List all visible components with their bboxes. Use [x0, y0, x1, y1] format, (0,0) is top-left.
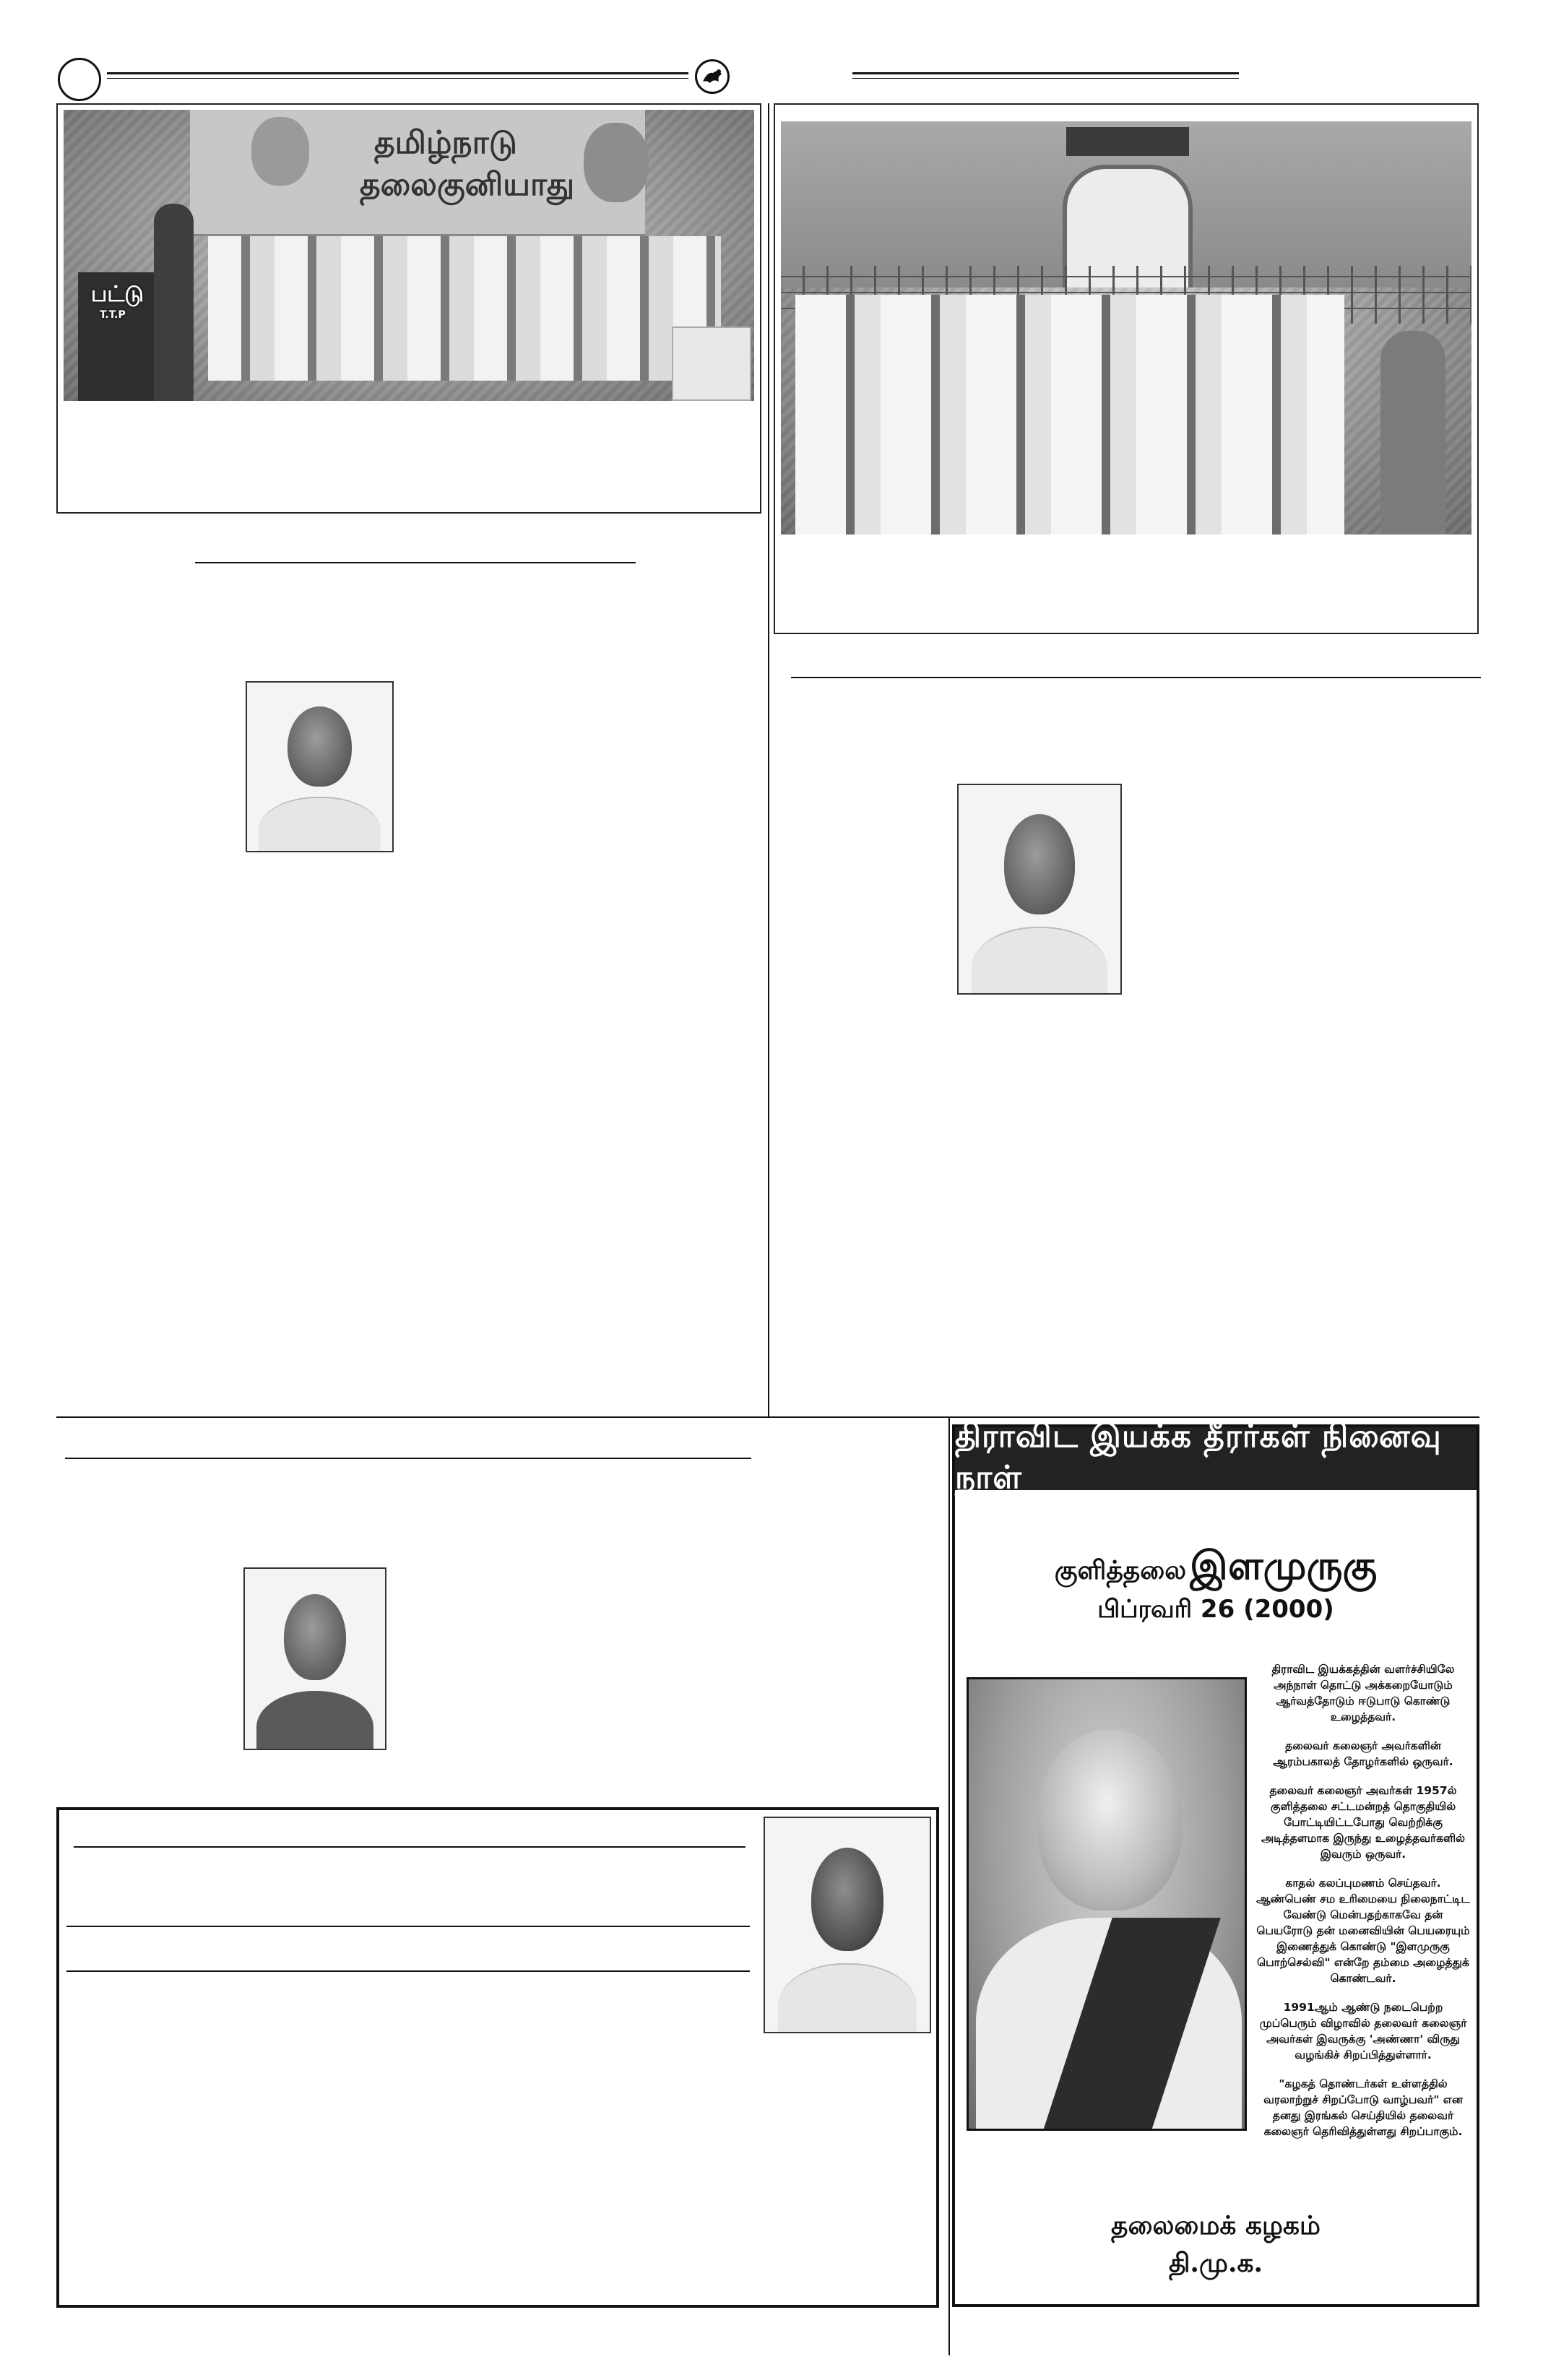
portrait-child: [764, 1817, 931, 2033]
notice-rule-1: [74, 1846, 745, 1848]
memorial-walk-photo: [781, 121, 1471, 535]
notice-rule-3: [66, 1970, 750, 1972]
memorial-paragraph-2: தலைவர் கலைஞர் அவர்களின் ஆரம்பகாலத் தோழர்களில் ஒருவர்.: [1273, 1739, 1453, 1768]
memorial-name-prefix: குளித்தலை: [1054, 1555, 1187, 1585]
memorial-paragraph-4: காதல் கலப்புமணம் செய்தவர். ஆண்பெண் சம உரிமையை நிலைநாட்டிட வேண்டு மென்பதற்காகவே தன் பெயரோடு தன் மனைவியின் பெயரையும் இணைத்துக் கொண்டு "இளமுருகு பொற்செல்வி" என்றே தம்மை அழைத்துக் கொண்டவர்.: [1256, 1877, 1470, 1985]
memorial-sign: [1066, 127, 1189, 156]
memorial-name-line: [955, 1542, 1477, 1594]
backdrop-portrait-left: [251, 117, 309, 186]
party-logo-icon: [695, 59, 730, 94]
article-rule-left-upper: [195, 562, 636, 563]
article-rule-left-lower: [65, 1458, 751, 1459]
header-rule-right-top: [852, 72, 1239, 74]
memorial-footer-line1: தலைமைக் கழகம்: [1111, 2210, 1321, 2241]
column-divider-upper: [768, 103, 769, 1416]
stage-banner-line1: தமிழ்நாடு: [374, 124, 517, 161]
event-stage-photo: [64, 110, 754, 401]
page-number-circle: [58, 58, 101, 101]
memorial-banner-title: திராவிட இயக்க தீரர்கள் நினைவு நாள்: [955, 1417, 1442, 1496]
portrait-man-glasses: [246, 681, 394, 852]
header-rule-right-bottom: [852, 78, 1239, 79]
memorial-footer-line2: தி.மு.க.: [1168, 2248, 1263, 2278]
portrait-man-smiling: [957, 784, 1122, 995]
memorial-banner: [955, 1417, 1477, 1496]
portrait-woman: [243, 1567, 386, 1750]
walking-group: [795, 295, 1344, 535]
memorial-text-column: [1254, 1661, 1472, 2152]
speaker-figure: [154, 204, 194, 401]
podium-label: பட்டு: [91, 282, 144, 307]
header-rule-left-top: [107, 72, 688, 74]
memorial-portrait-head: [1037, 1730, 1182, 1911]
memorial-paragraph-5: 1991ஆம் ஆண்டு நடைபெற்ற முப்பெரும் விழாவில் தலைவர் கலைஞர் அவர்கள் இவருக்கு 'அண்ணா' விருது வழங்கிச் சிறப்பித்துள்ளார்.: [1259, 2001, 1467, 2061]
stage-banner-line2: தலைகுனியாது: [360, 166, 575, 203]
memorial-paragraph-6: "கழகத் தொண்டர்கள் உள்ளத்தில் வரலாற்றுச் சிறப்போடு வாழ்பவர்" என தனது இரங்கல் செய்தியில் தலைவர் கலைஞர் தெரிவித்துள்ளது சிறப்பாகும்.: [1263, 2077, 1463, 2138]
walking-woman: [1380, 331, 1445, 535]
memorial-paragraph-3: தலைவர் கலைஞர் அவர்கள் 1957ல் குளித்தலை சட்டமன்றத் தொகுதியில் போட்டியிட்டபோது வெற்றிக்கு அடித்தளமாக இருந்து உழைத்தவர்களில் இவரும் ஒருவர்.: [1261, 1784, 1466, 1861]
memorial-date: பிப்ரவரி 26 (2000): [1097, 1595, 1334, 1624]
memorial-portrait: [967, 1677, 1247, 2131]
seated-dignitaries: [208, 236, 721, 381]
column-divider-lower: [948, 1416, 950, 2355]
header-rule-left-bottom: [107, 78, 688, 79]
air-cooler: [672, 326, 751, 401]
memorial-name-main: இளமுருகு: [1190, 1542, 1378, 1588]
notice-rule-2: [66, 1926, 750, 1927]
podium-sublabel: T.T.P: [100, 309, 126, 321]
memorial-paragraph-1: திராவிட இயக்கத்தின் வளர்ச்சியிலே அந்நாள் தொட்டு அக்கறையோடும் ஆர்வத்தோடும் ஈடுபாடு கொண்டு உழைத்தவர்.: [1271, 1663, 1455, 1723]
backdrop-portrait-right: [584, 123, 649, 202]
article-rule-right-upper: [791, 677, 1481, 678]
